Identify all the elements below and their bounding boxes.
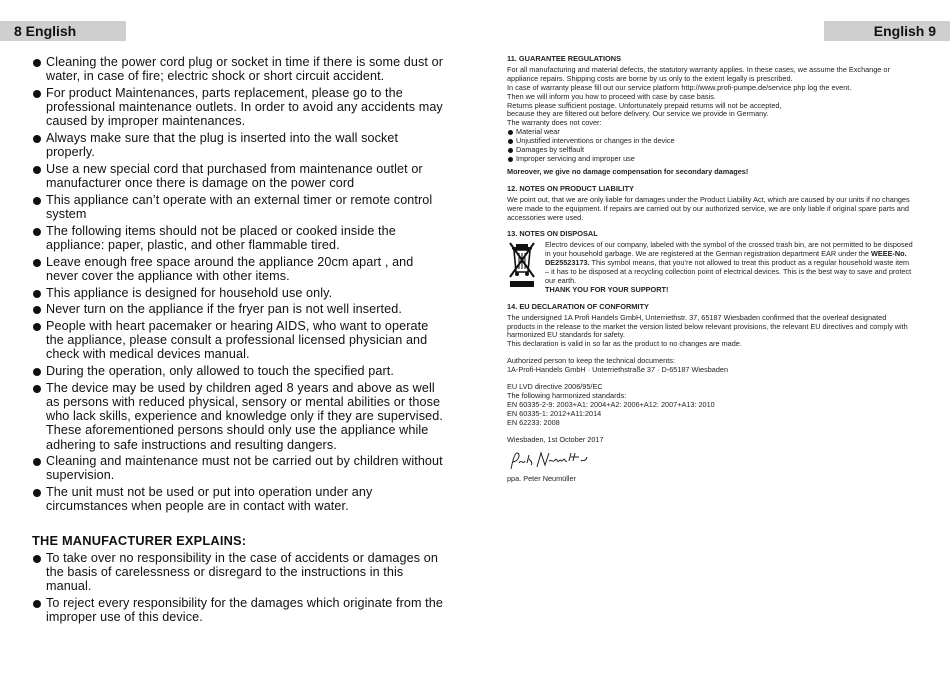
signer-name: ppa. Peter Neumüller bbox=[507, 474, 576, 484]
weee-number: WEEE-No. DE25523173. bbox=[545, 249, 907, 268]
declaration-date: Wiesbaden, 1st October 2017 bbox=[507, 434, 604, 444]
list-item: The device may be used by children aged 8 years and above as well as persons with reduced physical, sensory or mental abilities or those who lack skills, experience and knowledge only if they are supervised. These aforementioned persons should only use the appliance while adhering to safe instructions and resulting dangers. bbox=[32, 381, 446, 452]
paragraph: because they are filtered out before delivery. Our service we provide in Germany. bbox=[507, 109, 769, 119]
list-item: To take over no responsibility in the case of accidents or damages on the basis of carelessness or disregard to the instructions in this manual. bbox=[32, 551, 446, 594]
page-number-left: 8 English bbox=[0, 21, 126, 41]
signature bbox=[507, 449, 597, 473]
list-item: Use a new special cord that purchased from maintenance outlet or manufacturer once there is damage on the power cord bbox=[32, 162, 446, 190]
paragraph: EN 60335-1: 2012+A11:2014 bbox=[507, 408, 602, 418]
secondary-damages-note: Moreover, we give no damage compensation for secondary damages! bbox=[507, 166, 749, 176]
manufacturer-heading: THE MANUFACTURER EXPLAINS: bbox=[32, 532, 247, 548]
warranty-column bbox=[507, 55, 915, 492]
list-item: Damages by selffault bbox=[507, 146, 915, 155]
page-number-right: English 9 bbox=[824, 21, 950, 41]
list-item: Leave enough free space around the appliance 20cm apart , and never cover the appliance with other items. bbox=[32, 255, 446, 283]
list-item: The following items should not be placed or cooked inside the appliance: paper, plastic, and other flammable tired. bbox=[32, 224, 446, 252]
paragraph: This declaration is valid in so far as the product to no changes are made. bbox=[507, 339, 742, 349]
paragraph: 1A-Profi-Handels GmbH · Unterriethstraße 37 · D-65187 Wiesbaden bbox=[507, 365, 729, 375]
paragraph: EU LVD directive 2006/95/EC bbox=[507, 382, 603, 392]
product-liability-section bbox=[507, 185, 915, 223]
manufacturer-bullet-list bbox=[32, 551, 446, 625]
section-heading: 12. NOTES ON PRODUCT LIABILITY bbox=[507, 183, 634, 193]
paragraph: For all manufacturing and material defects, the statutory warranty applies. In these cases, we assume the Exchange or appliance repairs. Shipping costs are borne by us only to the extent legally is prescribed. bbox=[507, 64, 890, 83]
safety-bullet-list bbox=[32, 55, 446, 514]
exclusions-list bbox=[507, 128, 915, 164]
list-item: During the operation, only allowed to touch the specified part. bbox=[32, 364, 446, 378]
list-item: To reject every responsibility for the damages which originate from the improper use of this device. bbox=[32, 596, 446, 624]
list-item: Cleaning and maintenance must not be carried out by children without supervision. bbox=[32, 454, 446, 482]
list-item: People with heart pacemaker or hearing AIDS, who want to operate the appliance, please consult a professional licensed physician and check with medical devices manual. bbox=[32, 319, 446, 362]
eu-conformity-section bbox=[507, 303, 915, 485]
paragraph: The undersigned 1A Profi Handels GmbH, Unterriethstr. 37, 65187 Wiesbaden confirmed that the overleaf designated products in the release to the market the version listed below relevant provisions, the relevant EU directives and comply with harmonized EU standards for safety. bbox=[507, 312, 908, 340]
list-item: Cleaning the power cord plug or socket in time if there is some dust or water, in case of fire; electric shock or short circuit accident. bbox=[32, 55, 446, 83]
section-heading: 11. GUARANTEE REGULATIONS bbox=[507, 54, 622, 63]
paragraph: We point out, that we are only liable for damages under the Product Liability Act, which are caused by our units if no changes were made to the equipment. If repairs are carried out by our authorized service, we are only liable if original spare parts and accessories were used. bbox=[507, 194, 910, 222]
disposal-section bbox=[507, 230, 915, 294]
thanks-note: THANK YOU FOR YOUR SUPPORT! bbox=[545, 284, 669, 294]
list-item: This appliance is designed for household use only. bbox=[32, 286, 446, 300]
list-item: Never turn on the appliance if the fryer pan is not well inserted. bbox=[32, 302, 446, 316]
crossed-trash-bin-icon bbox=[507, 241, 537, 289]
list-item: Material wear bbox=[507, 128, 915, 137]
section-heading: 13. NOTES ON DISPOSAL bbox=[507, 229, 598, 239]
paragraph: In case of warranty please fill out our service platform http://www.profi-pumpe.de/service php log the event. bbox=[507, 82, 852, 92]
list-item: This appliance can’t operate with an external timer or remote control system bbox=[32, 193, 446, 221]
paragraph: Returns please sufficient postage. Unfortunately prepaid returns will not be accepted, bbox=[507, 100, 782, 110]
list-item: Always make sure that the plug is inserted into the wall socket properly. bbox=[32, 131, 446, 159]
list-item: For product Maintenances, parts replacement, please go to the professional maintenance outlets. In order to avoid any accidents may caused by improper maintenances. bbox=[32, 86, 446, 129]
list-item: The unit must not be used or put into operation under any circumstances when people are in contact with water. bbox=[32, 485, 446, 513]
list-item: Unjustified interventions or changes in the device bbox=[507, 137, 915, 146]
paragraph: Then we will inform you how to proceed with case by case basis. bbox=[507, 91, 716, 101]
paragraph: EN 62233: 2008 bbox=[507, 417, 560, 427]
paragraph: The following harmonized standards: bbox=[507, 391, 627, 400]
paragraph: Authorized person to keep the technical documents: bbox=[507, 356, 675, 366]
guarantee-section bbox=[507, 55, 915, 177]
section-heading: 14. EU DECLARATION OF CONFORMITY bbox=[507, 301, 649, 311]
paragraph: The warranty does not cover: bbox=[507, 118, 602, 128]
safety-instructions-column bbox=[32, 55, 446, 627]
paragraph: Electro devices of our company, labeled with the symbol of the crossed trash bin, are not permitted to be disposed in your household garbage. We are registered at the German registration department EAR under the WEEE-No. DE25523173. This symbol means, that you’re not allowed to treat this product as a regular household waste item – it has to be disposed at a recycling collection point of electrical devices. This is the best way to save and protect our earth. bbox=[545, 240, 913, 285]
paragraph: EN 60335-2-9: 2003+A1: 2004+A2: 2006+A12: 2007+A13: 2010 bbox=[507, 399, 715, 409]
list-item: Improper servicing and improper use bbox=[507, 155, 915, 164]
